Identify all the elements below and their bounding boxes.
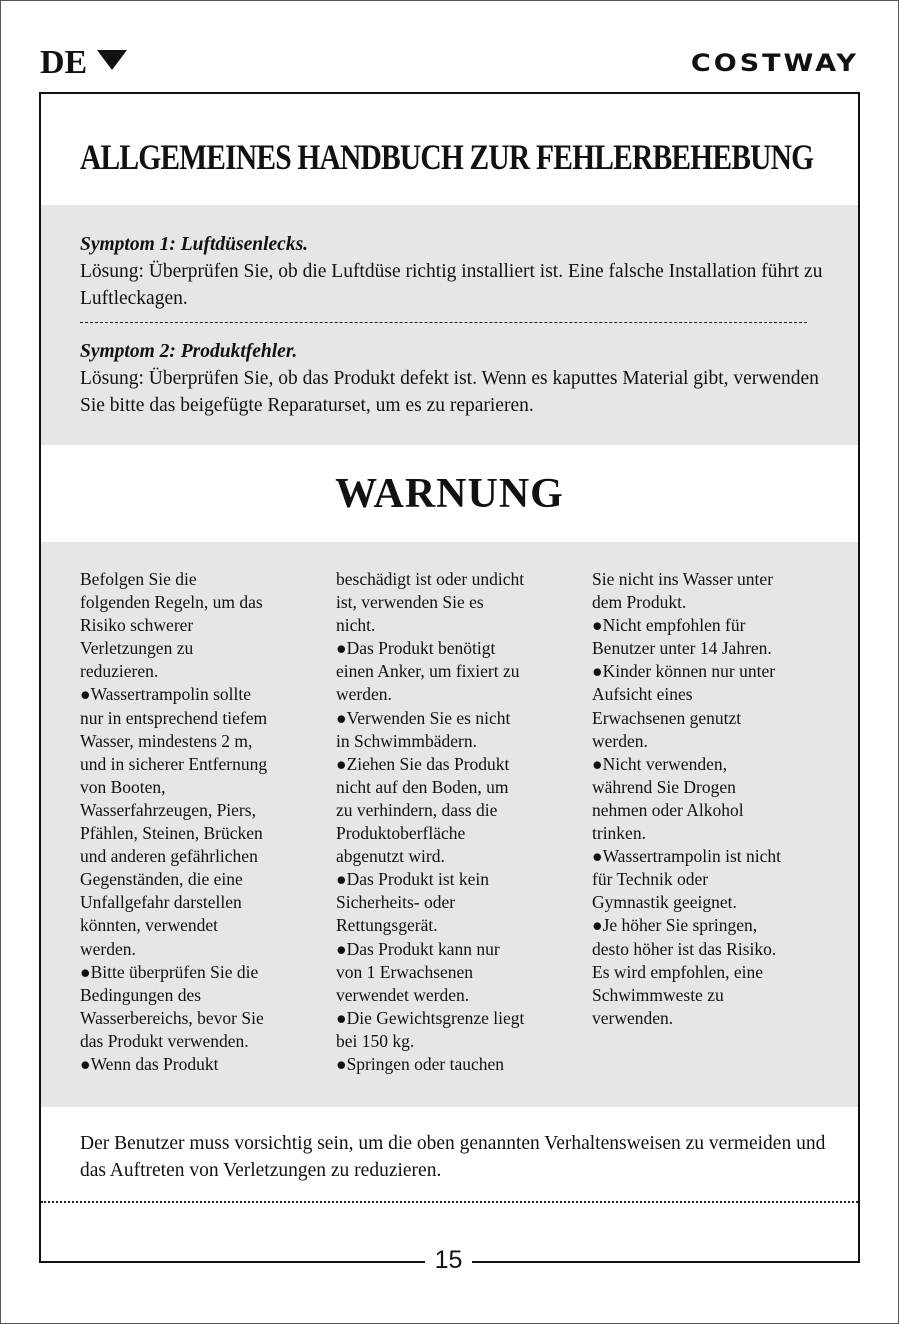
brand-logo: COSTWAY — [690, 49, 859, 78]
divider — [80, 322, 807, 323]
warning-title: WARNUNG — [335, 471, 564, 517]
warning-column-1: Befolgen Sie die folgenden Regeln, um das Risiko schwerer Verletzungen zu reduzieren. ●Wassertrampolin sollte nur in entsprechend tiefem Wasser, mindestens 2 m, und in sicherer Entfernung von Booten, Wasserfahrzeugen, Piers, Pfählen, Steinen, Brücken und anderen gefährlichen Gegenständen, die eine Unfallgefahr darstellen könnten, verwendet werden. ●Bitte überprüfen Sie die Bedingungen des Wasserbereichs, bevor Sie das Produkt verwenden. ●Wenn das Produkt — [80, 569, 268, 1074]
footer-divider — [41, 1201, 858, 1203]
warning-column-2: beschädigt ist oder undicht ist, verwenden Sie es nicht. ●Das Produkt benötigt einen Anker, um fixiert zu werden. ●Verwenden Sie es nicht in Schwimmbädern. ●Ziehen Sie das Produkt nicht auf den Boden, um zu verhindern, dass die Produktoberfläche abgenutzt wird. ●Das Produkt ist kein Sicherheits- oder Rettungsgerät. ●Das Produkt kann nur von 1 Erwachsenen verwendet werden. ●Die Gewichtsgrenze liegt bei 150 kg. ●Springen oder tauchen — [336, 569, 525, 1074]
symptom-1 — [80, 231, 830, 312]
page-title: ALLGEMEINES HANDBUCH ZUR FEHLERBEHEBUNG — [80, 137, 814, 177]
bottom-rule-left — [39, 1261, 425, 1263]
language-code: DE — [40, 44, 88, 81]
symptom-1-heading: Symptom 1: Luftdüsenlecks. — [80, 234, 309, 255]
language-marker — [40, 44, 127, 82]
warning-column-3: Sie nicht ins Wasser unter dem Produkt. ●Nicht empfohlen für Benutzer unter 14 Jahren. ●Kinder können nur unter Aufsicht eines Erwachsenen genutzt werden. ●Nicht verwenden, während Sie Drogen nehmen oder Alkohol trinken. ●Wassertrampolin ist nicht für Technik oder Gymnastik geeignet. ●Je höher Sie springen, desto höher ist das Risiko. Es wird empfohlen, eine Schwimmweste zu verwenden. — [592, 569, 781, 1028]
bottom-rule-right — [472, 1261, 858, 1263]
symptom-2-heading: Symptom 2: Produktfehler. — [80, 341, 298, 362]
symptom-2-solution: Lösung: Überprüfen Sie, ob das Produkt defekt ist. Wenn es kaputtes Material gibt, verwenden Sie bitte das beigefügte Reparaturset, um es zu reparieren. — [80, 368, 819, 416]
triangle-down-icon — [97, 50, 127, 70]
symptom-1-solution: Lösung: Überprüfen Sie, ob die Luftdüse richtig installiert ist. Eine falsche Installation führt zu Luftleckagen. — [80, 261, 823, 309]
symptom-2 — [80, 338, 830, 419]
footer-note: Der Benutzer muss vorsichtig sein, um die oben genannten Verhaltensweisen zu vermeiden und das Auftreten von Verletzungen zu reduzieren. — [80, 1133, 826, 1181]
page-number: 15 — [434, 1246, 463, 1274]
